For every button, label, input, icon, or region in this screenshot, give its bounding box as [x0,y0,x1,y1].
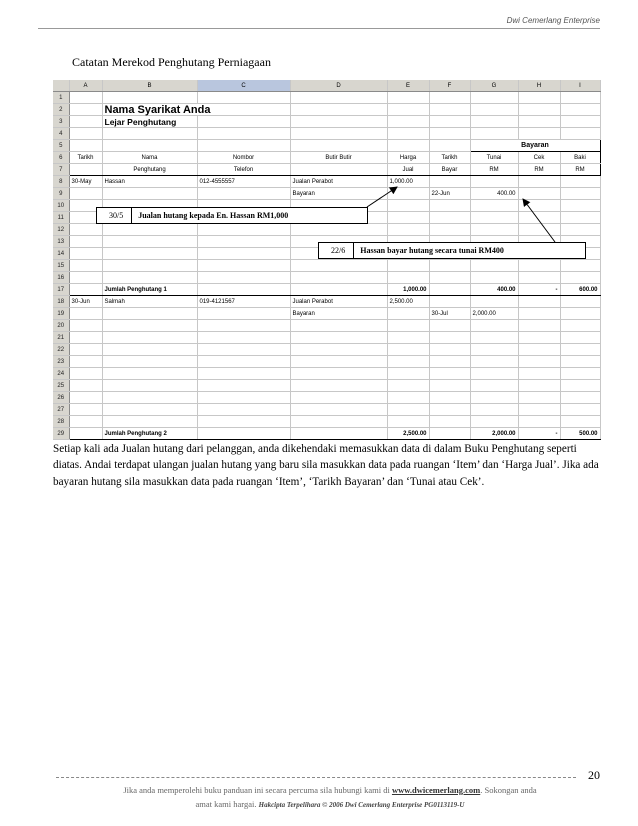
footer-text [60,783,600,812]
header-cell: Butir Butir [290,152,387,164]
row-header: 26 [53,392,69,404]
company-name: Nama Syarikat Anda [102,104,290,116]
header-cell: Cek [518,152,560,164]
row-header: 9 [53,188,69,200]
header-cell: Tarikh [69,152,102,164]
header-cell: RM [470,164,518,176]
col-header: B [102,80,197,92]
document-title: Catatan Merekod Penghutang Perniagaan [72,55,271,69]
row-header: 15 [53,260,69,272]
column-header-row [53,80,600,92]
row-header: 11 [53,212,69,224]
cell-pay-date: 22-Jun [429,188,470,200]
callout-sale [96,207,368,224]
cell-item: Bayaran [290,308,387,320]
col-header: I [560,80,600,92]
header-cell [69,164,102,176]
col-header: D [290,80,387,92]
row-header: 13 [53,236,69,248]
footer-line2: amat kami hargai. [195,799,257,809]
header-cell: Harga [387,152,429,164]
row-header: 1 [53,92,69,104]
total-cash: 2,000.00 [470,428,518,440]
cell-item: Bayaran [290,188,387,200]
ledger-table [53,80,601,440]
row-header: 18 [53,296,69,308]
header-brand: Dwi Cemerlang Enterprise [506,16,600,25]
cell-item: Jualan Perabot [290,296,387,308]
row-header: 28 [53,416,69,428]
cell-date: 30-Jun [69,296,102,308]
cell-name: Salmah [102,296,197,308]
col-header: A [69,80,102,92]
callout-payment [318,242,586,259]
total-balance: 500.00 [560,428,600,440]
header-cell: Tarikh [429,152,470,164]
total-label: Jumlah Penghutang 2 [102,428,197,440]
cell-cash: 2,000.00 [470,308,518,320]
total-label: Jumlah Penghutang 1 [102,284,197,296]
cell-sale-price: 2,500.00 [387,296,429,308]
footer-divider [56,777,576,778]
row-header: 7 [53,164,69,176]
footer-line1: Jika anda memperolehi buku panduan ini secara percuma sila hubungi kami di [123,785,392,795]
callout-date: 22/6 [319,243,354,258]
header-cell: Bayar [429,164,470,176]
website-link[interactable]: www.dwicemerlang.com [391,785,481,795]
callout-date: 30/5 [97,208,132,223]
cell-cash: 400.00 [470,188,518,200]
row-header: 3 [53,116,69,128]
row-header: 22 [53,344,69,356]
corner-cell [53,80,69,92]
row-header: 2 [53,104,69,116]
row-header: 24 [53,368,69,380]
row-header: 5 [53,140,69,152]
cell-date: 30-May [69,176,102,188]
total-cheque: - [518,284,560,296]
header-cell: Nama [102,152,197,164]
cell-phone: 019-4121567 [197,296,290,308]
instruction-paragraph: Setiap kali ada Jualan hutang dari pelanggan, anda dikehendaki memasukkan data di dalam Buku Penghutang seperti diatas. Andai terdapat ulangan jualan hutang yang baru sila masukkan data pada ruangan ‘Item’ dan ‘Harga Jual’. Jika ada bayaran hutang sila masukkan data pada ruangan ‘Item’, ‘Tarikh Bayaran’ dan ‘Tunai atau Cek’. [53,443,599,488]
row-header: 23 [53,356,69,368]
header-cell: Jual [387,164,429,176]
ledger-title: Lejar Penghutang [102,116,197,128]
total-balance: 600.00 [560,284,600,296]
bayaran-header: Bayaran [470,140,600,152]
row-header: 25 [53,380,69,392]
row-header: 20 [53,320,69,332]
total-cheque: - [518,428,560,440]
row-header: 12 [53,224,69,236]
row-header: 29 [53,428,69,440]
col-header: H [518,80,560,92]
total-sale: 2,500.00 [387,428,429,440]
page-number: 20 [588,768,600,782]
header-divider [38,28,600,29]
row-header: 8 [53,176,69,188]
col-header: G [470,80,518,92]
total-cash: 400.00 [470,284,518,296]
header-cell: Nombor [197,152,290,164]
cell-item: Jualan Perabot [290,176,387,188]
cell-pay-date: 30-Jul [429,308,470,320]
header-cell: Tunai [470,152,518,164]
total-sale: 1,000.00 [387,284,429,296]
callout-text: Hassan bayar hutang secara tunai RM400 [360,246,504,255]
row-header: 19 [53,308,69,320]
row-header: 27 [53,404,69,416]
col-header: F [429,80,470,92]
footer-line1b: . Sokongan anda [480,785,537,795]
copyright: Hakcipta Terpelihara © 2006 Dwi Cemerlang Enterprise PG0113119-U [258,801,465,809]
row-header: 21 [53,332,69,344]
header-cell: RM [518,164,560,176]
row-header: 6 [53,152,69,164]
callout-text: Jualan hutang kepada En. Hassan RM1,000 [138,211,289,220]
cell-sale-price: 1,000.00 [387,176,429,188]
header-cell: Baki [560,152,600,164]
row-header: 17 [53,284,69,296]
col-header: E [387,80,429,92]
row-header: 4 [53,128,69,140]
header-cell: Penghutang [102,164,197,176]
row-header: 14 [53,248,69,260]
header-cell: Telefon [197,164,290,176]
cell-phone: 012-4555557 [197,176,290,188]
cell-name: Hassan [102,176,197,188]
row-header: 10 [53,200,69,212]
col-header: C [197,80,290,92]
header-cell: RM [560,164,600,176]
header-cell [290,164,387,176]
row-header: 16 [53,272,69,284]
